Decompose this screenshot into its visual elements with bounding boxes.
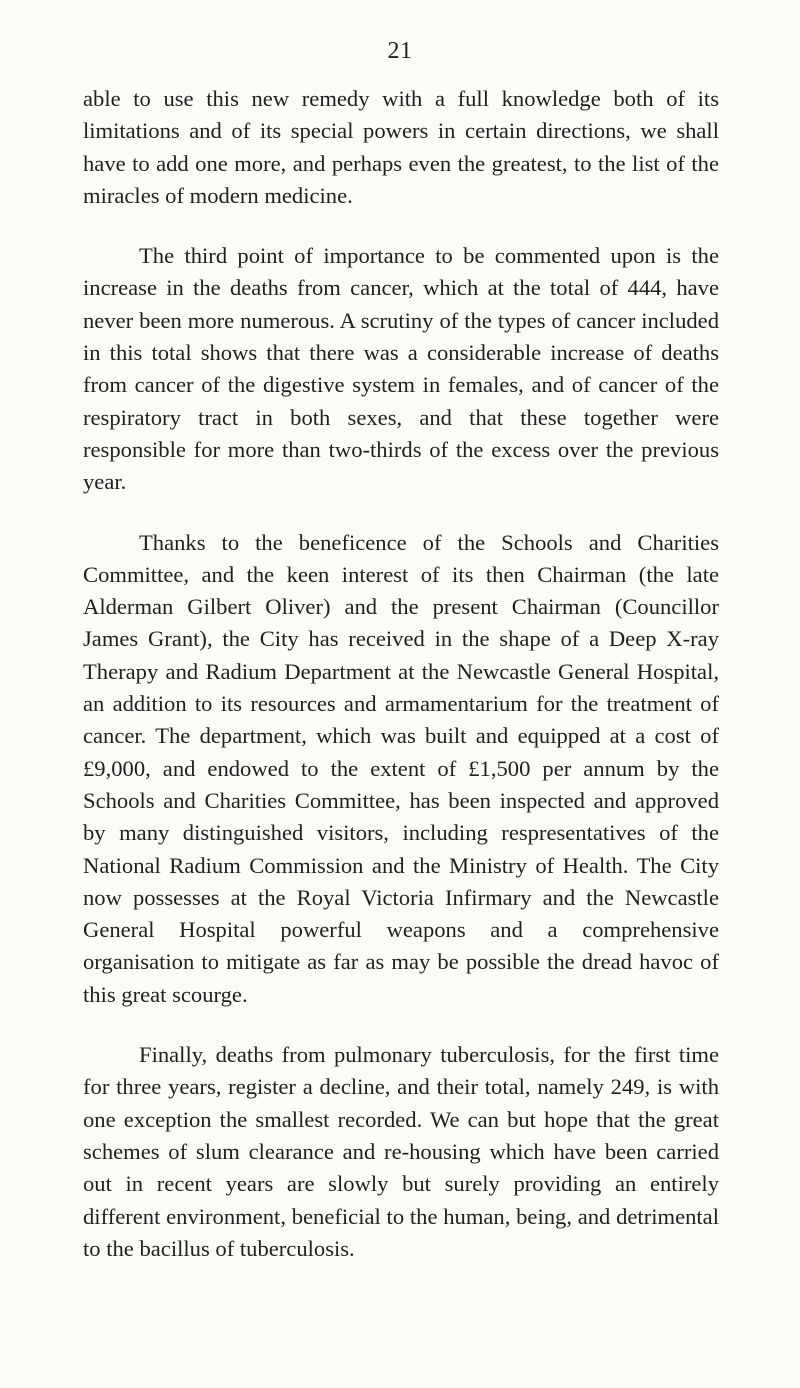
body-text: [83, 83, 719, 1293]
paragraph-tuberculosis: Finally, deaths from pulmonary tuberculosis, for the first time for three years, register a decline, and their total, namely 249, is with one exception the smallest recorded. We can but hope that the great schemes of slum clearance and re-housing which have been carried out in recent years are slowly but surely providing an entirely different environment, beneficial to the human, being, and detrimental to the bacillus of tuberculosis.: [83, 1042, 719, 1261]
paragraph-cancer-deaths: The third point of importance to be commented upon is the increase in the deaths from cancer, which at the total of 444, have never been more numerous. A scrutiny of the types of cancer included in this total shows that there was a considerable increase of deaths from cancer of the digestive system in females, and of cancer of the respiratory tract in both sexes, and that these together were responsible for more than two-thirds of the excess over the previous year.: [83, 243, 719, 495]
paragraph-continuation: able to use this new remedy with a full knowledge both of its limitations and of its special powers in certain directions, we shall have to add one more, and perhaps even the greatest, to the list of the miracles of modern medicine.: [83, 86, 719, 208]
paragraph-radium-department: Thanks to the beneficence of the Schools and Charities Committee, and the keen interest of its then Chairman (the late Alderman Gilbert Oliver) and the present Chairman (Councillor James Grant), the City has received in the shape of a Deep X-ray Therapy and Radium Department at the Newcastle General Hospital, an addition to its resources and armamentarium for the treatment of cancer. The department, which was built and equipped at a cost of £9,000, and endowed to the extent of £1,500 per annum by the Schools and Charities Committee, has been inspected and approved by many distinguished visitors, including respresentatives of the National Radium Commission and the Ministry of Health. The City now possesses at the Royal Victoria Infirmary and the Newcastle General Hospital powerful weapons and a comprehensive organisation to mitigate as far as may be possible the dread havoc of this great scourge.: [83, 529, 719, 1007]
page-number: 21: [387, 38, 413, 64]
